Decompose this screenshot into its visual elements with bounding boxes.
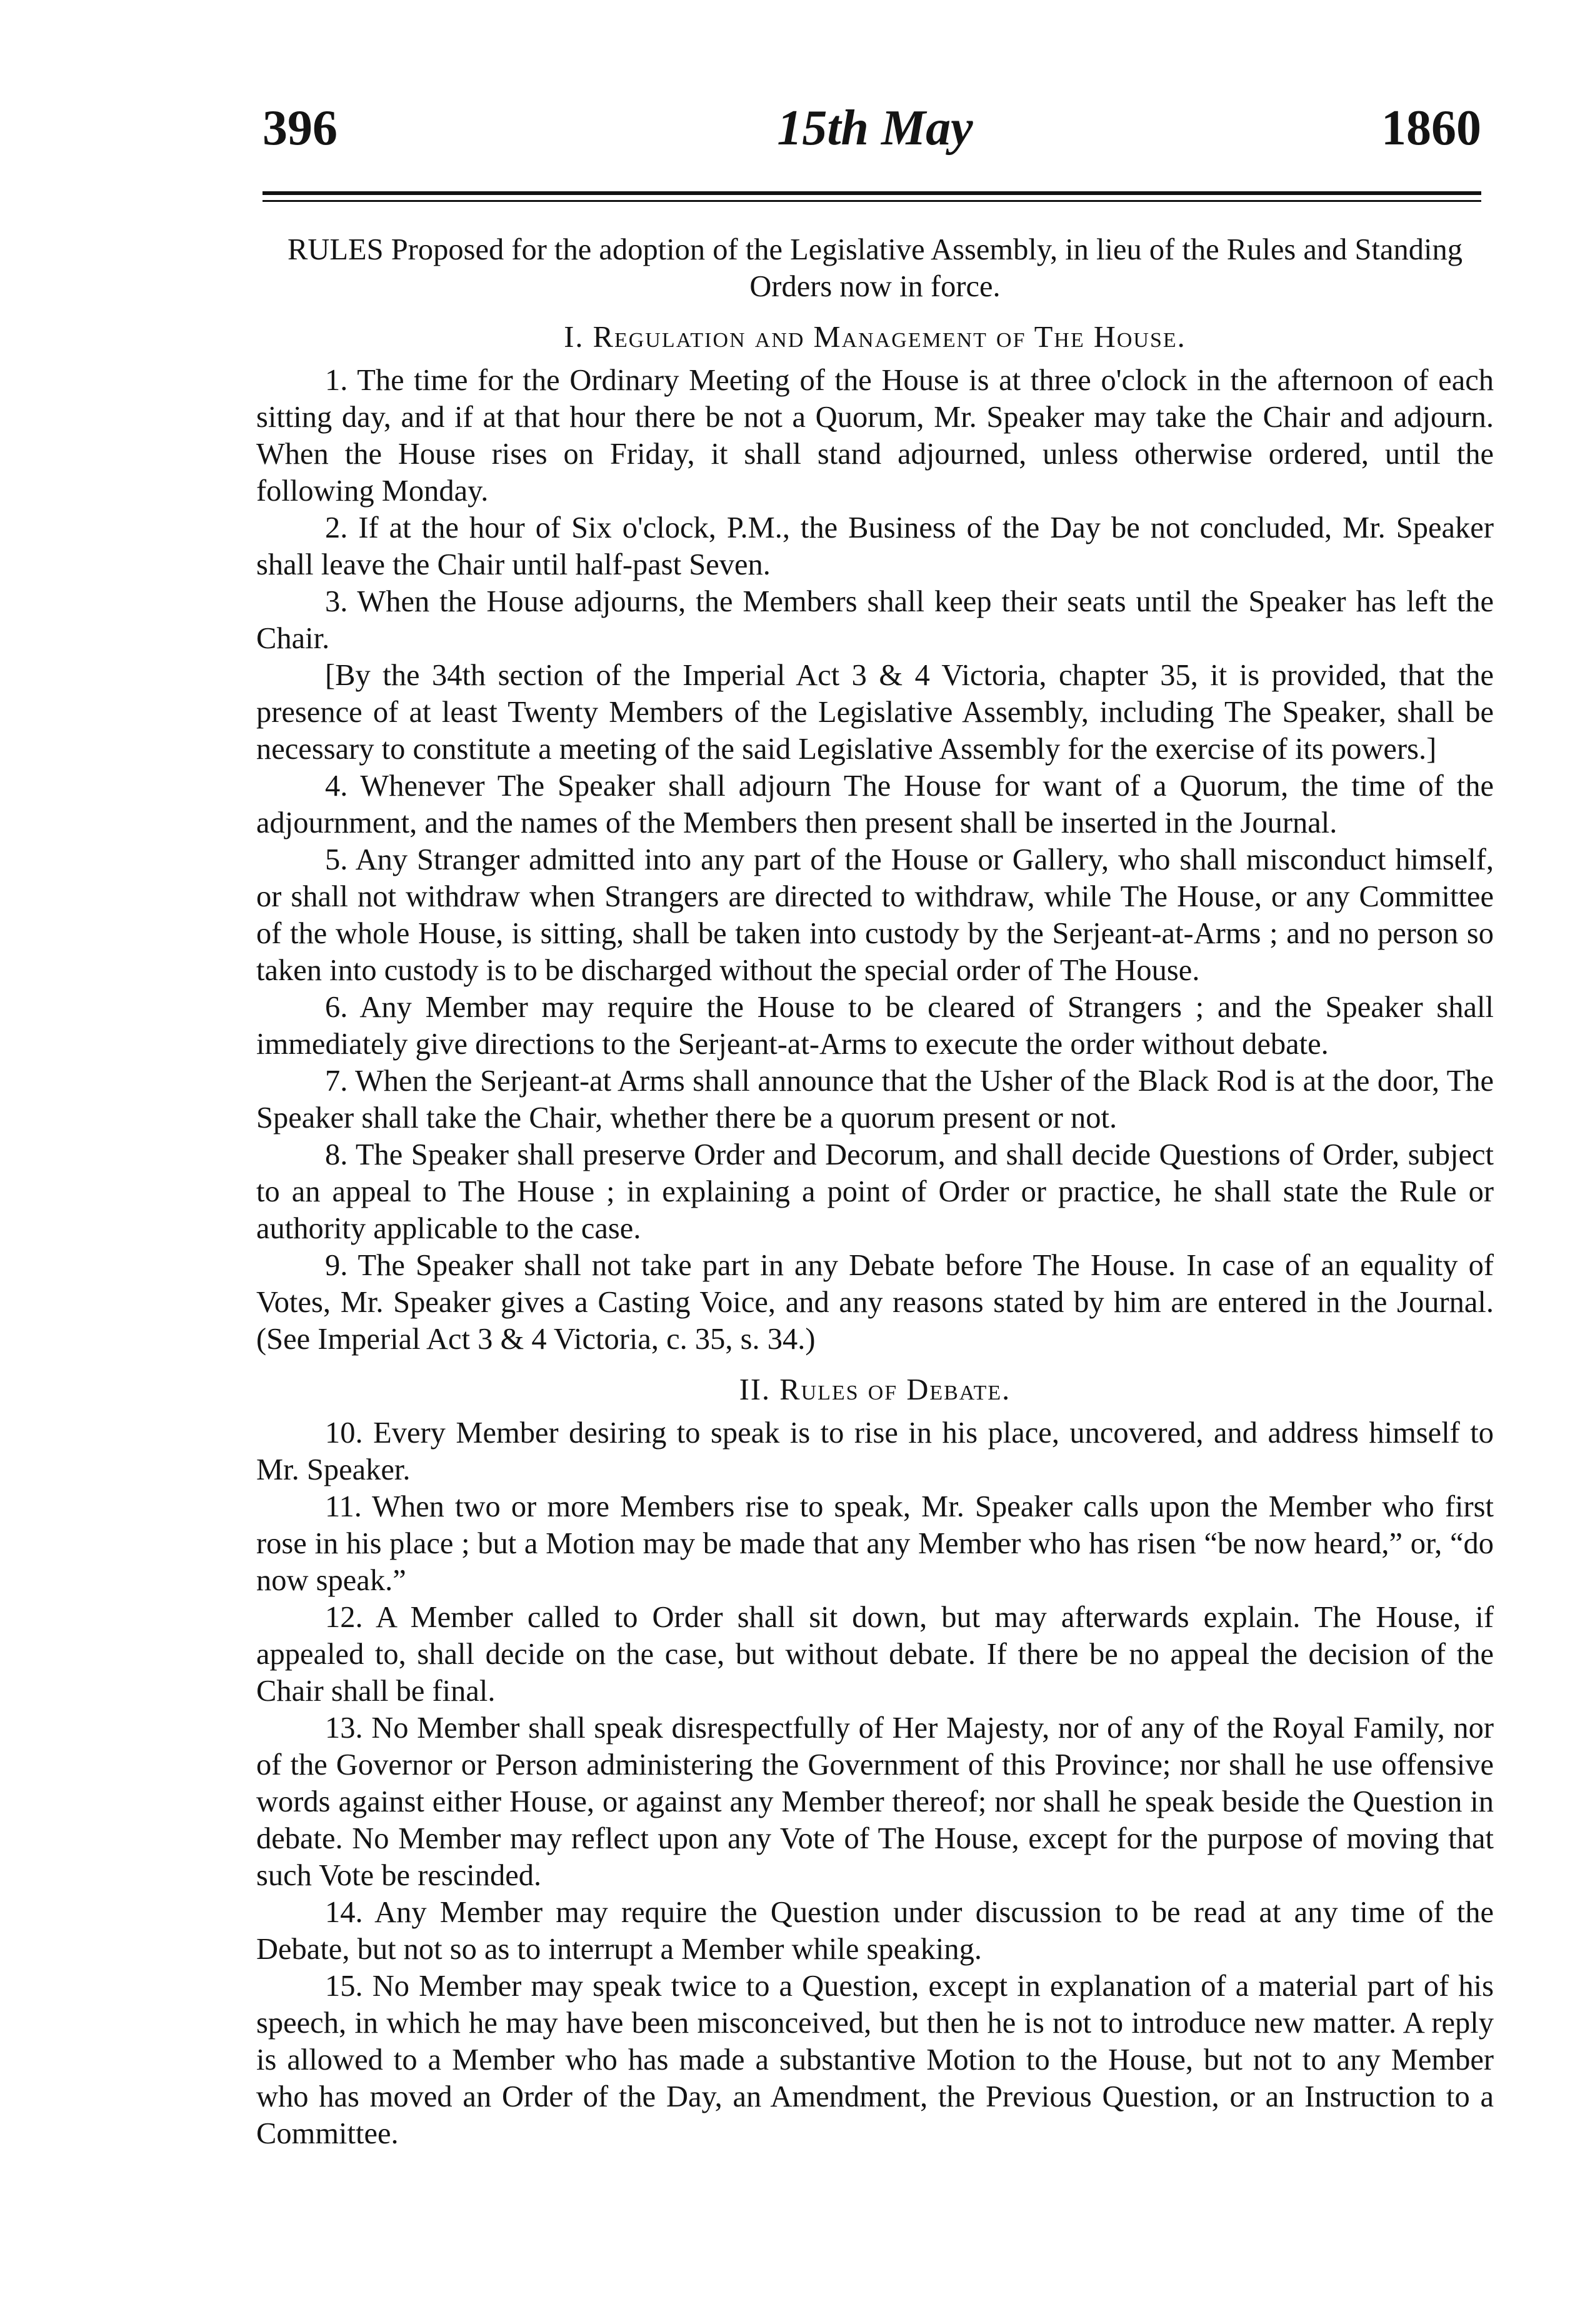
- rule-paragraph: 15. No Member may speak twice to a Question, except in explanation of a material part of his speech, in which he may have been misconceived, but then he is not to introduce new matter. A reply is allowed to a Member who has made a substantive Motion to the House, but not to any Member who has moved an Order of the Day, an Amendment, the Previous Question, or an Instruction to a Committee.: [256, 1970, 1494, 2150]
- running-header: [262, 94, 1488, 163]
- section-heading-debate: II. Rules of Debate.: [739, 1373, 1011, 1406]
- page-number: 396: [262, 101, 338, 156]
- rule-paragraph: 1. The time for the Ordinary Meeting of the House is at three o'clock in the afternoon of each sitting day, and if at that hour there be not a Quorum, Mr. Speaker may take the Chair and adjourn. When the House rises on Friday, it shall stand adjourned, unless otherwise ordered, until the following Monday.: [256, 364, 1494, 508]
- bracketed-note: [By the 34th section of the Imperial Act 3 & 4 Victoria, chapter 35, it is provided, that the presence of at least Twenty Members of the Legislative Assembly, including The Speaker, shall be necessary to constitute a meeting of the said Legislative Assembly for the exercise of its powers.]: [256, 659, 1494, 766]
- header-rule-thin: [262, 200, 1481, 202]
- rule-paragraph: 9. The Speaker shall not take part in any Debate before The House. In case of an equality of Votes, Mr. Speaker gives a Casting Voice, and any reasons stated by him are entered in the Journal. (See Imperial Act 3 & 4 Victoria, c. 35, s. 34.): [256, 1249, 1494, 1356]
- rule-paragraph: 13. No Member shall speak disrespectfully of Her Majesty, nor of any of the Royal Family, nor of the Governor or Person administering the Government of this Province; nor shall he use offensive words against either House, or against any Member thereof; nor shall he speak beside the Question in debate. No Member may reflect upon any Vote of The House, except for the purpose of moving that such Vote be rescinded.: [256, 1711, 1494, 1892]
- rule-paragraph: 2. If at the hour of Six o'clock, P.M., the Business of the Day be not concluded, Mr. Speaker shall leave the Chair until half-past Seven.: [256, 511, 1494, 581]
- rule-paragraph: 12. A Member called to Order shall sit down, but may afterwards explain. The House, if appealed to, shall decide on the case, but without debate. If there be no appeal the decision of the Chair shall be final.: [256, 1601, 1494, 1708]
- rule-paragraph: 6. Any Member may require the House to be cleared of Strangers ; and the Speaker shall immediately give directions to the Serjeant-at-Arms to execute the order without debate.: [256, 991, 1494, 1061]
- rule-paragraph: 11. When two or more Members rise to speak, Mr. Speaker calls upon the Member who first rose in his place ; but a Motion may be made that any Member who has risen “be now heard,” or, “do now speak.”: [256, 1490, 1494, 1597]
- rule-paragraph: 5. Any Stranger admitted into any part of the House or Gallery, who shall misconduct himself, or shall not withdraw when Strangers are directed to withdraw, while The House, or any Committee of the whole House, is sitting, shall be taken into custody by the Serjeant-at-Arms ; and no person so taken into custody is to be discharged without the special order of The House.: [256, 843, 1494, 987]
- rule-paragraph: 3. When the House adjourns, the Members shall keep their seats until the Speaker has left the Chair.: [256, 585, 1494, 655]
- header-rule-thick: [262, 191, 1481, 195]
- rule-paragraph: 8. The Speaker shall preserve Order and Decorum, and shall decide Questions of Order, subject to an appeal to The House ; in explaining a point of Order or practice, he shall state the Rule or authority applicable to the case.: [256, 1138, 1494, 1245]
- document-title: RULES Proposed for the adoption of the Legislative Assembly, in lieu of the Rules and Standing Orders now in force.: [287, 233, 1462, 303]
- header-date: 15th May: [777, 101, 973, 156]
- section-heading-regulation: I. Regulation and Management of The House.: [564, 321, 1186, 354]
- rule-paragraph: 4. Whenever The Speaker shall adjourn The House for want of a Quorum, the time of the adjournment, and the names of the Members then present shall be inserted in the Journal.: [256, 769, 1494, 839]
- rule-paragraph: 10. Every Member desiring to speak is to rise in his place, uncovered, and address himself to Mr. Speaker.: [256, 1416, 1494, 1486]
- document-body: [256, 231, 1494, 2152]
- rule-paragraph: 7. When the Serjeant-at Arms shall announce that the Usher of the Black Rod is at the door, The Speaker shall take the Chair, whether there be a quorum present or not.: [256, 1064, 1494, 1134]
- header-year: 1860: [1381, 101, 1481, 156]
- rule-paragraph: 14. Any Member may require the Question under discussion to be read at any time of the Debate, but not so as to interrupt a Member while speaking.: [256, 1896, 1494, 1966]
